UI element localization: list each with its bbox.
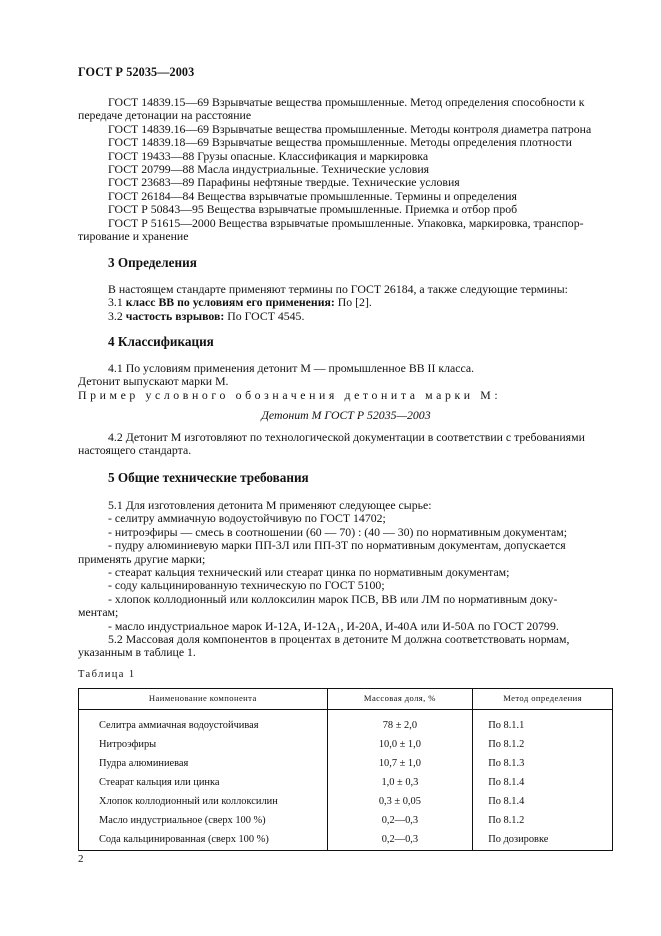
col-header-method: Метод определения [473,689,613,710]
cell-mass: 0,2—0,3 [327,831,473,851]
term: частость взрывов: [125,308,225,323]
ref-line: ГОСТ 19433—88 Грузы опасные. Классификация и маркировка [108,148,429,163]
section-5-title: 5 Общие технические требования [108,470,309,485]
table-row [79,774,613,793]
table-header-row [79,689,613,710]
cell-method: По дозировке [473,831,613,851]
paragraph: настоящего стандарта. [78,443,192,458]
ref-line: ГОСТ 14839.15—69 Взрывчатые вещества промышленные. Метод определения способности к [108,95,585,109]
list-item: - хлопок коллодионный или коллоксилин марок ПСВ, ВВ или ЛМ по нормативным доку- [108,591,558,606]
table-caption: Таблица 1 [78,669,136,680]
cell-component: Стеарат кальция или цинка [79,774,328,793]
list-item: - стеарат кальция технический или стеарат цинка по нормативным документам; [108,565,510,580]
designation-example: Детонит М ГОСТ Р 52035—2003 [261,408,431,422]
ref-line: передаче детонации на расстояние [78,108,252,123]
list-item-cont: ментам; [78,605,119,620]
term-def: По [2]. [337,295,372,310]
cell-mass: 78 ± 2,0 [327,710,473,736]
term-number: 3.1 [108,295,123,310]
section-4-para-2 [78,431,614,458]
cell-method: По 8.1.2 [473,736,613,755]
paragraph: В настоящем стандарте применяют термины по ГОСТ 26184, а также следующие термины: [108,282,568,296]
ref-line: ГОСТ Р 51615—2000 Вещества взрывчатые промышленные. Упаковка, маркировка, транспор- [108,215,584,230]
term-number: 3.2 [108,308,123,323]
cell-component: Хлопок коллодионный или коллоксилин [79,793,328,812]
cell-method: По 8.1.1 [473,710,613,736]
paragraph: указанным в таблице 1. [78,645,196,660]
document-header: ГОСТ Р 52035—2003 [78,65,195,79]
ref-line: ГОСТ 14839.18—69 Взрывчатые вещества промышленные. Методы определения плотности [108,135,572,150]
cell-component: Масло индустриальное (сверх 100 %) [79,812,328,831]
section-5-body [78,499,614,660]
section-4-title: 4 Классификация [108,334,214,349]
term: класс ВВ по условиям его применения: [125,295,335,310]
table-row [79,831,613,851]
list-item: - соду кальцинированную техническую по ГОСТ 5100; [108,578,385,593]
col-header-mass: Массовая доля, % [327,689,473,710]
term-definition [78,310,614,323]
list-item: - селитру аммиачную водоустойчивую по ГОСТ 14702; [108,511,386,526]
references-block [78,96,614,243]
section-3-title: 3 Определения [108,255,197,270]
cell-method: По 8.1.4 [473,774,613,793]
cell-method: По 8.1.3 [473,755,613,774]
table-1 [78,688,613,851]
ref-line: ГОСТ Р 50843—95 Вещества взрывчатые промышленные. Приемка и отбор проб [108,202,518,217]
table-row [79,736,613,755]
paragraph: 5.1 Для изготовления детонита М применяют следующее сырье: [108,498,432,512]
section-4-body [78,362,614,402]
cell-component: Пудра алюминиевая [79,755,328,774]
paragraph: 4.2 Детонит М изготовляют по технологической документации в соответствии с требованиями [108,430,585,444]
ref-line: ГОСТ 26184—84 Вещества взрывчатые промышленные. Термины и определения [108,188,517,203]
cell-method: По 8.1.4 [473,793,613,812]
cell-method: По 8.1.2 [473,812,613,831]
list-item: - пудру алюминиевую марки ПП-3Л или ПП-3Т по нормативным документам, допускается [108,538,566,553]
ref-line: ГОСТ 20799—88 Масла индустриальные. Технические условия [108,162,430,177]
term-def: По ГОСТ 4545. [227,308,305,323]
example-caption: Пример условного обозначения детонита марки М: [78,387,502,402]
term-definition [78,296,614,309]
cell-mass: 10,0 ± 1,0 [327,736,473,755]
ref-line: ГОСТ 23683—89 Парафины нефтяные твердые. Технические условия [108,175,460,190]
cell-mass: 0,3 ± 0,05 [327,793,473,812]
list-item: - нитроэфиры — смесь в соотношении (60 — 70) : (40 — 30) по нормативным документам; [108,524,568,539]
table-row [79,710,613,736]
table-row [79,812,613,831]
table-row [79,793,613,812]
table-row [79,755,613,774]
paragraph: 4.1 По условиям применения детонит М — промышленное ВВ II класса. [108,361,475,375]
cell-mass: 0,2—0,3 [327,812,473,831]
list-item: - масло индустриальное марок И-12А, И-12А₁, И-20А, И-40А или И-50А по ГОСТ 20799. [108,618,559,633]
paragraph: Детонит выпускают марки М. [78,374,229,389]
ref-line: ГОСТ 14839.16—69 Взрывчатые вещества промышленные. Методы контроля диаметра патрона [108,121,592,136]
cell-mass: 10,7 ± 1,0 [327,755,473,774]
cell-mass: 1,0 ± 0,3 [327,774,473,793]
paragraph: 5.2 Массовая доля компонентов в процентах в детоните М должна соответствовать нормам, [108,632,570,647]
col-header-component: Наименование компонента [79,689,328,710]
cell-component: Сода кальцинированная (сверх 100 %) [79,831,328,851]
cell-component: Нитроэфиры [79,736,328,755]
cell-component: Селитра аммиачная водоустойчивая [79,710,328,736]
list-item-cont: применять другие марки; [78,551,206,566]
section-3-body [78,283,614,323]
ref-line: тирование и хранение [78,229,189,244]
page-number: 2 [78,853,84,865]
